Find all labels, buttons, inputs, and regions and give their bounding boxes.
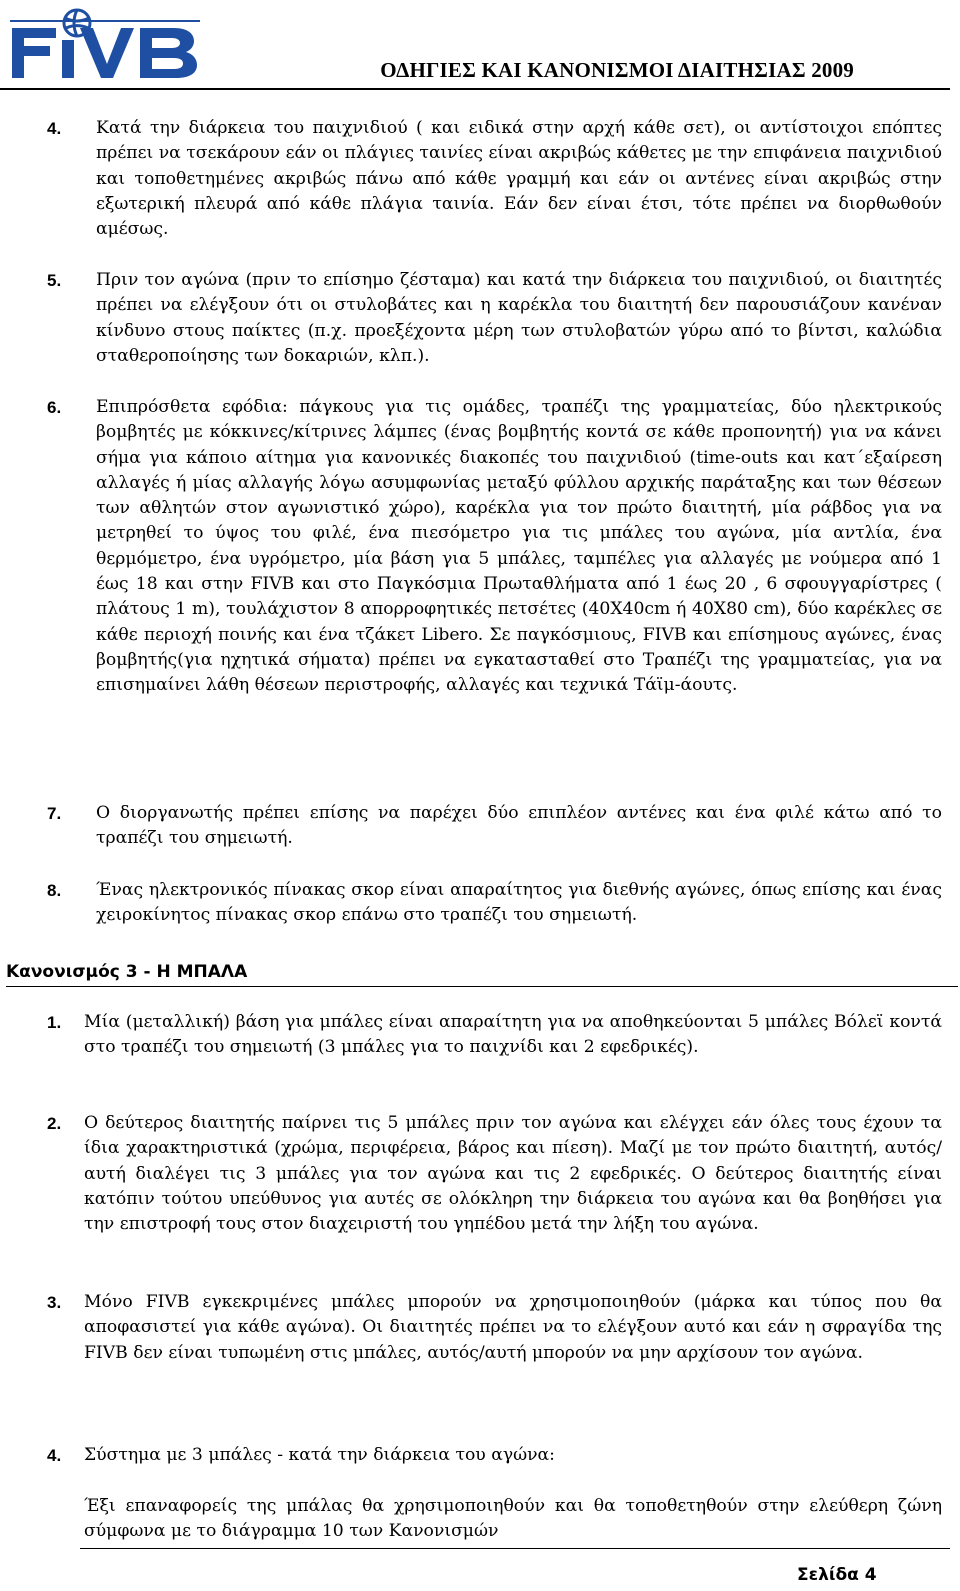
list-item-text: Σύστημα με 3 μπάλες - κατά την διάρκεια του αγώνα: — [84, 1445, 555, 1465]
list-item-text: Μόνο FIVB εγκεκριμένες μπάλες μπορούν να χρησιμοποιηθούν (μάρκα και τύπος που θα αποφασιστεί για κάθε αγώνα). Οι διαιτητές πρέπει να το ελέγξουν αυτό και εάν η σφραγίδα της FIVB δεν είναι τυπωμένη στις μπάλες, αυτός/αυτή μπορούν να μην αρχίσουν τον αγώνα. — [84, 1292, 942, 1363]
list-item-text: Μία (μεταλλική) βάση για μπάλες είναι απαραίτητη για να αποθηκεύονται 5 μπάλες Βόλεϊ κοντά στο τραπέζι του σημειωτή (3 μπάλες για το παιχνίδι και 2 εφεδρικές). — [84, 1012, 942, 1058]
list-item-text: Ένας ηλεκτρονικός πίνακας σκορ είναι απαραίτητος για διεθνής αγώνες, όπως επίσης και ένας χειροκίνητος πίνακας σκορ επάνω στο τραπέζι του σημειωτή. — [96, 880, 942, 926]
document-title: ΟΔΗΓΙΕΣ ΚΑΙ ΚΑΝΟΝΙΣΜΟΙ ΔΙΑΙΤΗΣΙΑΣ 2009 — [380, 58, 854, 82]
body-paragraph: Έξι επαναφορείς της μπάλας θα χρησιμοποιηθούν και θα τοποθετηθούν στην ελεύθερη ζώνη σύμφωνα με το διάγραμμα 10 των Κανονισμών — [84, 1496, 942, 1542]
list-item-text: Ο διοργανωτής πρέπει επίσης να παρέχει δύο επιπλέον αντένες και ένα φιλέ κάτω από το τραπέζι του σημειωτή. — [96, 803, 942, 849]
item-number: 4. — [47, 1446, 62, 1465]
list-item-text: Πριν τον αγώνα (πριν το επίσημο ζέσταμα) και κατά την διάρκεια του παιχνιδιού, οι διαιτητές πρέπει να ελέγξουν ότι οι στυλοβάτες και η καρέκλα του διαιτητή δεν παρουσιάζουν κανέναν κίνδυνο στους παίκτες (π.χ. προεξέχοντα μέρη των στυλοβατών γύρω από το βίντσι, καλώδια σταθεροποίησης των δοκαριών, κλπ.). — [96, 270, 942, 366]
item-number: 7. — [47, 804, 62, 823]
item-number: 6. — [47, 398, 62, 417]
list-item-text: Ο δεύτερος διαιτητής παίρνει τις 5 μπάλες πριν τον αγώνα και ελέγχει εάν όλες τους έχουν τα ίδια χαρακτηριστικά (χρώμα, περιφέρεια, βάρος και πίεση). Μαζί με τον πρώτο διαιτητή, αυτός/αυτή διαλέγει τις 3 μπάλες για τον αγώνα και τις 2 εφεδρικές. Ο δεύτερος διαιτητής είναι κατόπιν τούτου υπεύθυνος για αυτές σε ολόκληρη την διάρκεια του αγώνα και θα βοηθήσει για την επιστροφή τους στον διαχειριστή του γηπέδου μετά την λήξη του αγώνα. — [84, 1113, 942, 1235]
item-number: 8. — [47, 881, 62, 900]
page-header — [0, 0, 960, 95]
page-number: Σελίδα 4 — [797, 1565, 877, 1585]
list-item-text: Επιπρόσθετα εφόδια: πάγκους για τις ομάδες, τραπέζι της γραμματείας, δύο ηλεκτρικούς βομβητές με κόκκινες/κίτρινες λάμπες (ένας βομβητής κοντά σε κάθε προπονητή) για να κάνει σήμα για κάποιο αίτημα για κανονικές διακοπές του παιχνιδιού (time-outs και κατ΄εξαίρεση αλλαγές ή μίας αλλαγής λόγω ασυμφωνίας μεταξύ φύλλου αρχικής παράταξης και των θέσεων των αθλητών στον αγωνιστικό χώρο), καρέκλα για τον πρώτο διαιτητή, μία ράβδος για να μετρηθεί το ύψος του φιλέ, ένα πιεσόμετρο για τις μπάλες του αγώνα, μία αντλία, ένα θερμόμετρο, ένα υγρόμετρο, μία βάση για 5 μπάλες, ταμπέλες για αλλαγές με νούμερα από 1 έως 18 και στην FIVB και στο Παγκόσμια Πρωταθλήματα από 1 έως 20 , 6 σφουγγαρίστρες ( πλάτους 1 m), τουλάχιστον 8 απορροφητικές πετσέτες (40X40cm ή 40X80 cm), δύο καρέκλες σε κάθε περιοχή ποινής και ένα τζάκετ Libero. Σε παγκόσμιους, FIVB και επίσημους αγώνες, ένας βομβητής(για ηχητικά σήματα) πρέπει να εγκατασταθεί στο Τραπέζι της γραμματείας, για να επισημαίνει λάθη θέσεων περιστροφής, αλλαγές και τεχνικά Τάϊμ-άουτς. — [96, 397, 942, 696]
section-divider — [6, 986, 958, 987]
item-number: 4. — [47, 119, 62, 138]
item-number: 1. — [47, 1013, 62, 1032]
section-heading: Κανονισμός 3 - Η ΜΠΑΛΑ — [6, 962, 248, 982]
footer-divider — [80, 1548, 950, 1549]
item-number: 5. — [47, 271, 62, 290]
item-number: 2. — [47, 1114, 62, 1133]
header-divider — [0, 88, 950, 90]
fivb-logo — [8, 6, 203, 82]
list-item-text: Κατά την διάρκεια του παιχνιδιού ( και ειδικά στην αρχή κάθε σετ), οι αντίστοιχοι επόπτες πρέπει να τσεκάρουν εάν οι πλάγιες ταινίες είναι ακριβώς κάθετες με την επιφάνεια παιχνιδιού και τοποθετημένες ακριβώς πάνω από κάθε γραμμή και εάν οι αντένες είναι ακριβώς στην εξωτερική πλευρά από κάθε πλάγια ταινία. Εάν δεν είναι έτσι, τότε πρέπει να διορθωθούν αμέσως. — [96, 118, 942, 240]
item-number: 3. — [47, 1293, 62, 1312]
